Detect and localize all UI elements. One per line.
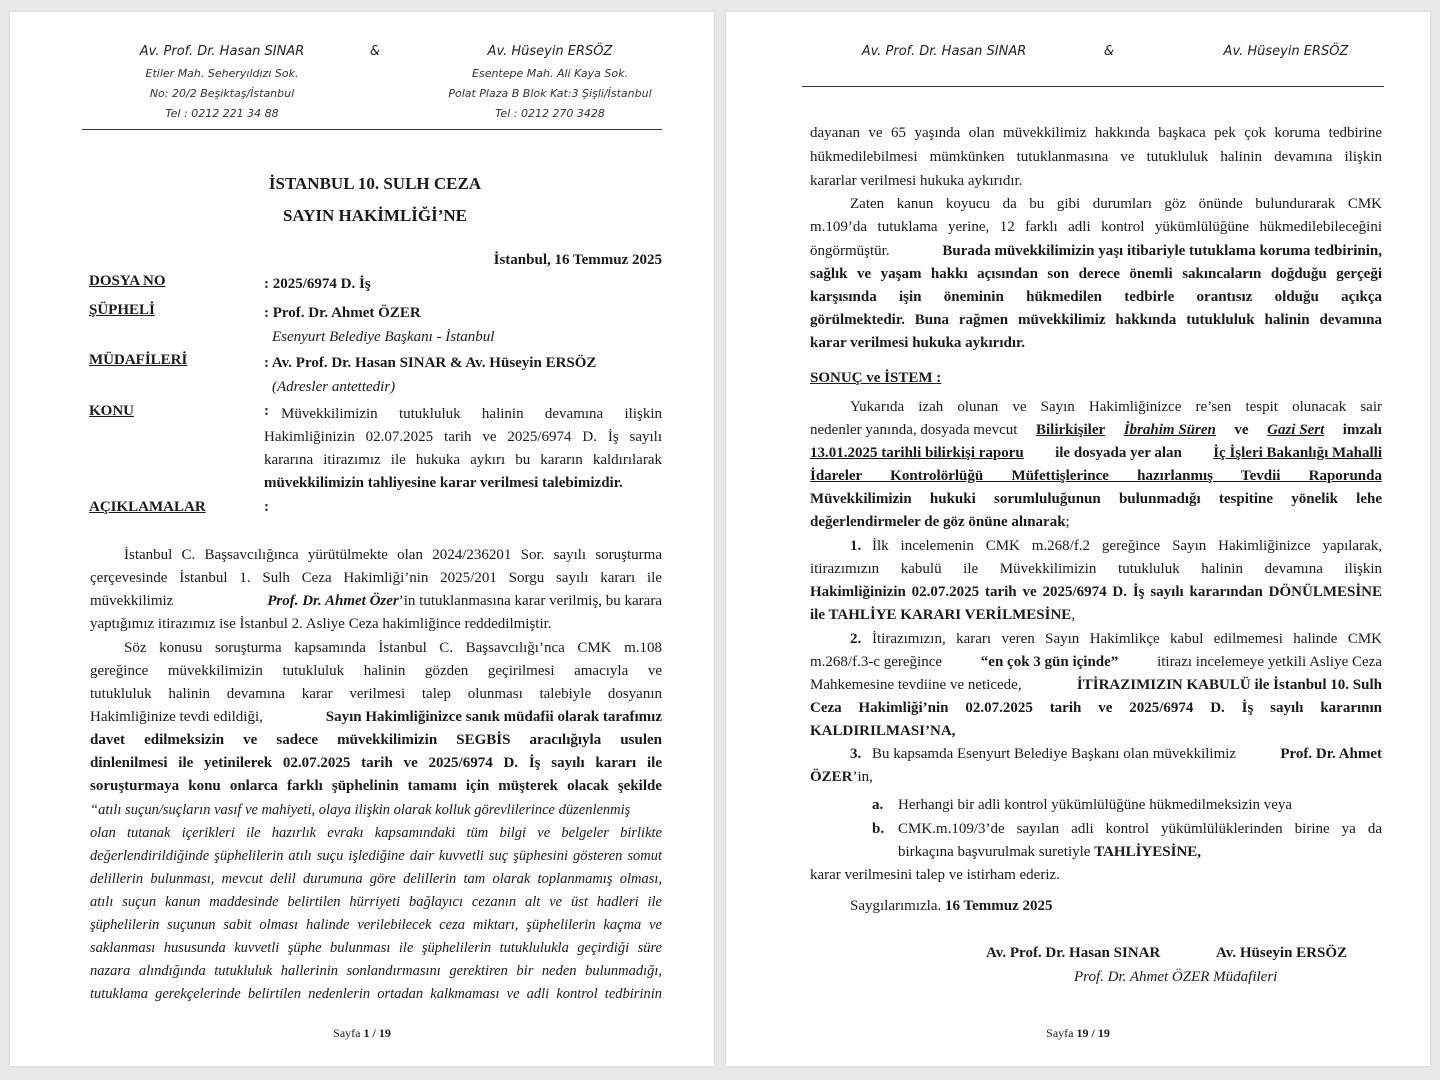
body-line	[898, 841, 1382, 865]
letterhead-left-address-1: Etiler Mah. Seheryıldızı Sok.	[145, 67, 299, 80]
value-mudafileri-note: (Adresler antettedir)	[272, 379, 396, 395]
text-run-bold: imzalı	[1342, 422, 1382, 438]
body-line	[90, 706, 662, 730]
letterhead-ampersand: &	[1103, 44, 1115, 59]
document-page-19	[726, 12, 1430, 1066]
text-run-bold: “en çok 3 gün içinde”	[980, 654, 1119, 670]
label-supheli: ŞÜPHELİ	[89, 302, 155, 318]
text-run-underlined: 13.01.2025 tarihli bilirkişi raporu	[810, 445, 1024, 461]
text-run-underlined: İç İşleri Bakanlığı Mahalli	[1213, 445, 1382, 461]
letterhead-divider	[82, 129, 662, 130]
text-run-bold: Sayın Hakimliğinizce sanık müdafii olarak tarafımız	[325, 709, 662, 725]
document-date: İstanbul, 16 Temmuz 2025	[493, 252, 662, 268]
body-line: CMK.m.109/3’de sayılan adli kontrol yükümlülüklerinden birine ya da	[898, 821, 1382, 837]
page-footer	[10, 1026, 714, 1041]
body-line: İlk incelemenin CMK m.268/f.2 gereğince Sayın Hakimliğinizce yapılarak,	[872, 538, 1382, 554]
body-line: yaptığımız itirazımız ise İstanbul 2. Asliye Ceza hakimliğince reddedilmiştir.	[90, 616, 552, 632]
sublist-letter: b.	[872, 821, 885, 837]
body-line	[810, 766, 1382, 790]
konu-line-bold: müvekkilimizin tahliyesine karar verilmesi talebimizdir.	[264, 475, 623, 491]
label-aciklamalar: AÇIKLAMALAR	[89, 499, 206, 515]
text-run: Saygılarımızla.	[850, 898, 942, 914]
footer-page-total: / 19	[1091, 1026, 1110, 1040]
body-line-bold: Ceza Hakimliği’nin 02.07.2025 tarih ve 2025/6974 D. İş sayılı kararının	[810, 700, 1382, 716]
quotation-line: delillerin bulunması, mevcut delil durumuna göre delillerin tam olarak toplanmamış olması,	[90, 871, 662, 887]
body-line	[810, 674, 1382, 698]
body-line	[90, 590, 662, 614]
label-dosya-no: DOSYA NO	[89, 273, 166, 289]
signature-caption: Prof. Dr. Ahmet ÖZER Müdafileri	[1074, 969, 1278, 985]
list-number: 2.	[850, 631, 862, 647]
konu-line: Hakimliğinizin 02.07.2025 tarih ve 2025/6974 D. İş sayılı	[264, 429, 662, 445]
text-run: öngörmüştür.	[810, 243, 890, 259]
court-salutation: SAYIN HAKİMLİĞİ’NE	[282, 206, 468, 225]
label-mudafileri: MÜDAFİLERİ	[89, 352, 188, 368]
body-line-bold	[810, 442, 1382, 466]
aciklamalar-colon: :	[264, 499, 269, 515]
body-line-bold: dinlenilmesi ile yetinilerek 02.07.2025 tarih ve 2025/6974 D. İş sayılı kararı ile	[90, 755, 662, 771]
letterhead-ampersand: &	[369, 44, 381, 59]
text-run-bold: değerlendirmeler de göz önüne alınarak	[810, 514, 1066, 530]
letterhead-left-phone: Tel : 0212 221 34 88	[165, 107, 279, 120]
text-run: Bu kapsamda Esenyurt Belediye Başkanı olan müvekkilimiz	[872, 746, 1237, 762]
letterhead-left-name: Av. Prof. Dr. Hasan SINAR	[139, 44, 305, 59]
body-line	[810, 419, 1382, 443]
quotation-line: atılı suçun kanun maddesinde belirtilen hürriyeti bağlayıcı cezanın alt ve üst hadleri ile	[90, 894, 662, 910]
body-line: Yukarıda izah olunan ve Sayın Hakimliğinizce re’sen tespit olunacak sair	[850, 399, 1382, 415]
sublist-letter: a.	[872, 797, 884, 813]
footer-label: Sayfa	[333, 1026, 361, 1040]
text-run-bold: Bilirkişiler	[1035, 422, 1106, 438]
body-line	[810, 240, 1382, 264]
value-supheli-title: Esenyurt Belediye Başkanı - İstanbul	[272, 329, 495, 345]
body-line: m.109’da tutuklama yerine, 12 farklı adli kontrol yükümlülüğüne hükmedilebileceğini	[810, 219, 1382, 235]
page-footer	[726, 1026, 1430, 1041]
expert-name: Gazi Sert	[1267, 422, 1325, 438]
text-run: Hakimliğinize tevdi edildiği,	[90, 709, 263, 725]
body-line: gereğince müvekkilimizin tutukluluk halinin gözden geçirilmesi amacıyla ve	[90, 663, 662, 679]
body-line: Söz konusu soruşturma kapsamında İstanbul C. Başsavcılığı’nca CMK m.108	[124, 640, 662, 656]
body-line: Herhangi bir adli kontrol yükümlülüğüne hükmedilmeksizin veya	[898, 797, 1293, 813]
text-run: itirazı incelemeye yetkili Asliye Ceza	[1157, 654, 1382, 670]
body-line-bold: İdareler Kontrolörlüğü Müfettişlerince hazırlanmış Tevdii Raporunda	[810, 468, 1382, 484]
body-line-bold: sağlık ve yaşam hakkı açısından son derece önemli sakıncaların doğduğu gerçeği	[810, 266, 1382, 282]
body-line	[872, 743, 1382, 767]
body-line-bold: davet edilmeksizin ve sadece müvekkilimizin SEGBİS aracılığıyla usulen	[90, 732, 662, 748]
konu-line: Müvekkilimizin tutukluluk halinin devamına ilişkin	[281, 406, 662, 422]
footer-page-number: 1	[363, 1026, 370, 1040]
text-run-bold: TAHLİYESİNE,	[1094, 844, 1202, 860]
letterhead-right-address-2: Polat Plaza B Blok Kat:3 Şişli/İstanbul	[448, 87, 652, 100]
text-run-bold: ve	[1234, 422, 1249, 438]
value-supheli: : Prof. Dr. Ahmet ÖZER	[264, 305, 421, 321]
body-line-bold: soruşturmaya konu onlarca farklı şüphelinin tamamı için müşterek olacak şekilde	[90, 778, 662, 794]
letterhead-right-address-1: Esentepe Mah. Ali Kaya Sok.	[472, 67, 628, 80]
body-line	[810, 604, 1382, 628]
list-number: 3.	[850, 746, 862, 762]
body-line	[810, 651, 1382, 675]
client-name: Prof. Dr. Ahmet Özer	[267, 593, 399, 609]
text-run-bold: ile TAHLİYE KARARI VERİLMESİNE	[810, 607, 1072, 623]
letterhead-left-address-2: No: 20/2 Beşiktaş/İstanbul	[149, 87, 295, 100]
client-surname: ÖZER	[810, 769, 853, 785]
body-line-bold: karşısında işin öneminin hükmedilen tedbirle orantısız olduğu açıkça	[810, 289, 1382, 305]
value-dosya-no: : 2025/6974 D. İş	[264, 276, 371, 292]
letterhead-right-phone: Tel : 0212 270 3428	[495, 107, 605, 120]
body-line: İtirazımızın, kararı veren Sayın Hakimlikçe kabul edilmemesi halinde CMK	[872, 631, 1382, 647]
text-run: müvekkilimiz	[90, 593, 174, 609]
body-line: kararlar verilmesi hukuka aykırıdır.	[810, 173, 1023, 189]
list-number: 1.	[850, 538, 862, 554]
letterhead-right-name: Av. Hüseyin ERSÖZ	[1223, 44, 1349, 59]
konu-line: kararına itirazımız ile hukuka aykırı bu kararın kaldırılarak	[264, 452, 662, 468]
text-run: Mahkemesine tevdiine ve neticede,	[810, 677, 1022, 693]
letterhead-left-name: Av. Prof. Dr. Hasan SINAR	[861, 44, 1027, 59]
text-run-bold: İTİRAZIMIZIN KABULÜ ile İstanbul 10. Sulh	[1076, 677, 1382, 693]
text-run: nedenler yanında, dosyada mevcut	[810, 422, 1018, 438]
text-run-bold: Burada müvekkilimizin yaşı itibariyle tutuklama koruma tedbirinin,	[942, 243, 1382, 259]
quotation-line: şüphelilerin suçunun sabit olması halinde verilebilecek ceza miktarı, şüphelilerin kaçma ve	[90, 917, 662, 933]
footer-label: Sayfa	[1046, 1026, 1074, 1040]
quotation-line: olan tutanak içerikleri ile hazırlık evrakı kapsamındaki tüm bilgi ve belgeler birlikte	[90, 825, 662, 841]
body-line: dayanan ve 65 yaşında olan müvekkilimiz hakkında başkaca pek çok koruma tedbirine	[810, 125, 1382, 141]
body-line: itirazımızın kabulü ile Müvekkilimizin tutukluluk halinin devamına ilişkin	[810, 561, 1382, 577]
text-run: ;	[1065, 514, 1070, 530]
quotation-line: nazara alındığında tutukluluk hallerinin sonlandırmasını gerektiren bir neden bulunmadığı,	[90, 963, 662, 979]
signature-right: Av. Hüseyin ERSÖZ	[1216, 945, 1348, 961]
body-line: İstanbul C. Başsavcılığınca yürütülmekte olan 2024/236201 Sor. sayılı soruşturma	[124, 547, 662, 563]
document-page-1	[10, 12, 714, 1066]
footer-page-number: 19	[1076, 1026, 1089, 1040]
text-run-bold: ile dosyada yer alan	[1055, 445, 1182, 461]
value-mudafileri: : Av. Prof. Dr. Hasan SINAR & Av. Hüseyin ERSÖZ	[264, 355, 597, 371]
text-run: ,	[1071, 607, 1076, 623]
text-run: m.268/f.3-c gereğince	[810, 654, 943, 670]
text-run: ’in tutuklanmasına karar verilmiş, bu karara	[398, 593, 662, 609]
body-line-bold: karar verilmesi hukuka aykırıdır.	[810, 335, 1026, 351]
court-name: İSTANBUL 10. SULH CEZA	[268, 174, 482, 193]
body-line-bold: KALDIRILMASI’NA,	[810, 723, 956, 739]
text-run: ’in,	[852, 769, 873, 785]
signature-left: Av. Prof. Dr. Hasan SINAR	[986, 945, 1161, 961]
quotation-line: saklanması hususunda kuvvetli şüphe bulunması ile şüphelilerin tutuklulukla geçirdiği süre	[90, 940, 662, 956]
body-line: karar verilmesini talep ve istirham ederiz.	[810, 867, 1060, 883]
body-line: Zaten kanun koyucu da bu gibi durumları göz önünde bulundurarak CMK	[850, 196, 1382, 212]
quotation-line: “atılı suçun/suçların vasıf ve mahiyeti, olaya ilişkin olarak kolluk görevlilerince düzenlenmiş	[90, 802, 631, 818]
client-name: Prof. Dr. Ahmet	[1280, 746, 1382, 762]
quotation-line: değerlendirildiğinde şüphelilerin atılı suçu işlediğine dair kuvvetli suç şüphesini gösteren somut	[90, 848, 662, 864]
letterhead-right-name: Av. Hüseyin ERSÖZ	[487, 44, 613, 59]
section-heading-sonuc: SONUÇ ve İSTEM :	[810, 370, 942, 386]
body-line: çerçevesinde İstanbul 1. Sulh Ceza Hakimliği’nin 2025/201 Sorgu sayılı kararı ile	[90, 570, 662, 586]
text-run: birkaçına başvurulmak suretiyle	[898, 844, 1091, 860]
body-line: hükmedilebilmesi mümkünken tutuklanmasına ve tutukluluk halinin devamına ilişkin	[810, 149, 1382, 165]
konu-colon: :	[264, 403, 269, 419]
body-line-bold: Hakimliğinizin 02.07.2025 tarih ve 2025/6974 D. İş sayılı kararından DÖNÜLMESİNE	[810, 584, 1382, 600]
footer-page-total: / 19	[372, 1026, 391, 1040]
quotation-line: tutuklama gerekçelerinde belirtilen nedenlerin ortadan kalkmaması ve adli kontrol tedbirinin	[90, 986, 662, 1002]
closing-line	[850, 895, 1053, 919]
closing-date: 16 Temmuz 2025	[944, 898, 1053, 914]
expert-name: İbrahim Süren	[1123, 422, 1216, 438]
label-konu: KONU	[89, 403, 134, 419]
body-line	[810, 511, 1382, 535]
body-line-bold: görülmektedir. Buna rağmen müvekkilimiz hakkında tutukluluk halinin devamına	[810, 312, 1382, 328]
letterhead-divider	[802, 86, 1384, 87]
body-line-bold: Müvekkilimizin hukuki sorumluluğunun bulunmadığı tespitine yönelik lehe	[810, 491, 1382, 507]
body-line: tutukluluk halinin devamına karar verilmesi talep olunması talebiyle dosyanın	[90, 686, 662, 702]
